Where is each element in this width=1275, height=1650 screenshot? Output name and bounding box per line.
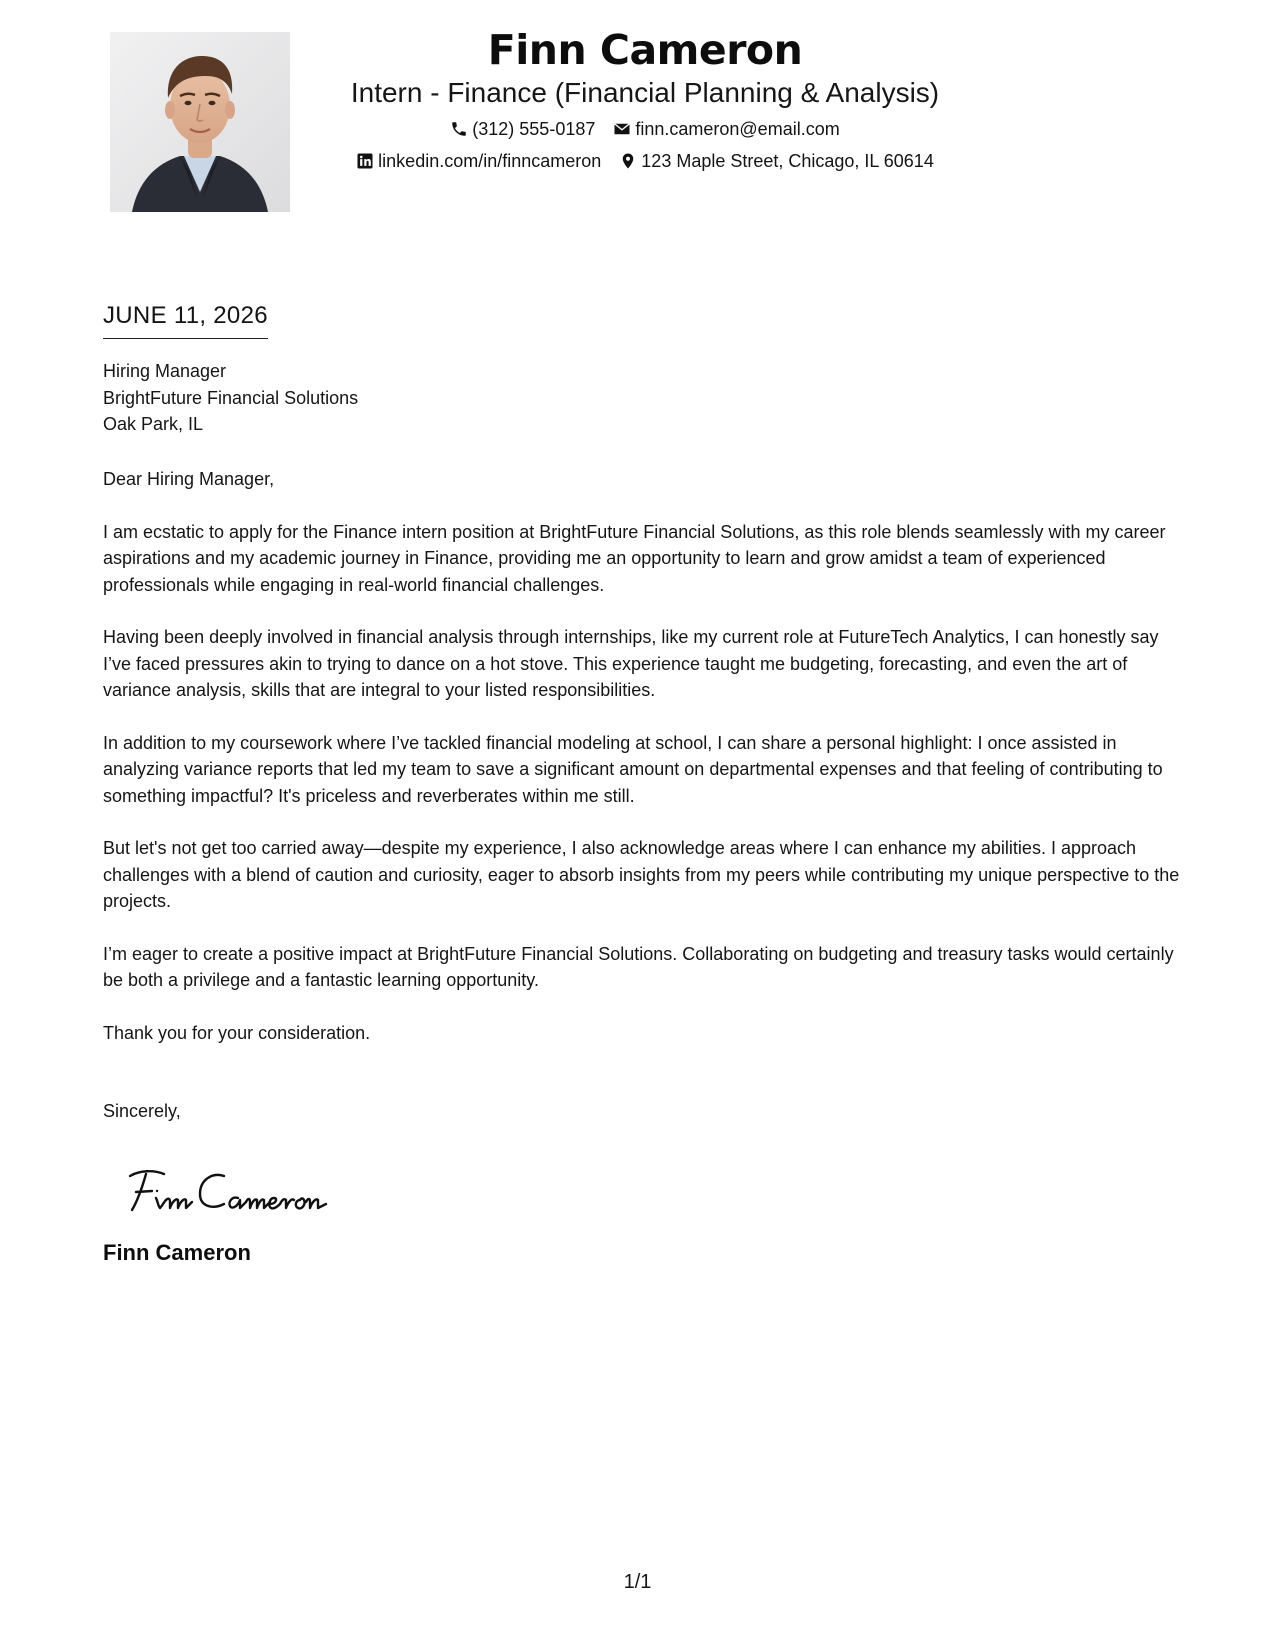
body-paragraph: But let's not get too carried away—despite my experience, I also acknowledge areas where I can enhance my abilities. I approach challenges with a blend of caution and curiosity, eager to absorb insights from my peers while contributing my unique perspective to the projects. [103, 838, 1180, 911]
letter-body [103, 466, 1183, 1072]
linkedin-icon [356, 152, 374, 170]
signature-image [120, 1158, 360, 1228]
contact-phone [450, 116, 595, 142]
body-paragraph: In addition to my coursework where I’ve tackled financial modeling at school, I can share a personal highlight: I once assisted in analyzing variance reports that led my team to save a significant amount on departmental expenses and that feeling of contributing to something impactful? It's priceless and reverberates within me still. [103, 732, 1163, 806]
contact-row-primary [310, 116, 980, 142]
applicant-role: Intern - Finance (Financial Planning & Analysis) [350, 77, 940, 108]
page-number: 1/1 [623, 1571, 652, 1593]
address-text: 123 Maple Street, Chicago, IL 60614 [641, 151, 934, 171]
contact-linkedin[interactable] [356, 148, 601, 174]
body-paragraph: Having been deeply involved in financial analysis through internships, like my current role at FutureTech Analytics, I can honestly say I’ve faced pressures akin to trying to dance on a hot stove. This experience taught me budgeting, forecasting, and even the art of variance analysis, skills that are integral to your listed responsibilities. [103, 627, 1159, 700]
email-text[interactable]: finn.cameron@email.com [635, 119, 840, 139]
portrait-image [110, 32, 290, 212]
envelope-icon [613, 120, 631, 138]
letter-header [310, 22, 980, 174]
letter-date: JUNE 11, 2026 [103, 300, 268, 339]
body-paragraph: Thank you for your consideration. [103, 1022, 371, 1043]
recipient-block [103, 358, 358, 438]
applicant-name: Finn Cameron [487, 26, 803, 74]
contact-email[interactable] [613, 116, 839, 142]
phone-text: (312) 555-0187 [472, 119, 596, 139]
body-paragraph: I’m eager to create a positive impact at BrightFuture Financial Solutions. Collaborating on budgeting and treasury tasks would certainly be both a privilege and a fantastic learning opportunity. [103, 943, 1174, 990]
map-pin-icon [619, 152, 637, 170]
signer-name: Finn Cameron [103, 1240, 251, 1265]
contact-address [619, 148, 934, 174]
phone-icon [450, 120, 468, 138]
letter-date-block [103, 300, 268, 339]
contact-row-secondary [310, 148, 980, 174]
salutation: Dear Hiring Manager, [103, 469, 275, 489]
profile-photo [110, 32, 290, 212]
body-paragraph: I am ecstatic to apply for the Finance intern position at BrightFuture Financial Solutions, as this role blends seamlessly with my career aspirations and my academic journey in Finance, providing me an opportunity to learn and grow amidst a team of experienced professionals while engaging in real-world financial challenges. [103, 521, 1166, 595]
recipient-title: Hiring Manager [103, 361, 227, 381]
recipient-location: Oak Park, IL [103, 414, 204, 434]
recipient-company: BrightFuture Financial Solutions [103, 387, 359, 408]
linkedin-text[interactable]: linkedin.com/in/finncameron [378, 151, 602, 171]
closing-line: Sincerely, [103, 1101, 181, 1121]
handwritten-signature [120, 1158, 360, 1228]
